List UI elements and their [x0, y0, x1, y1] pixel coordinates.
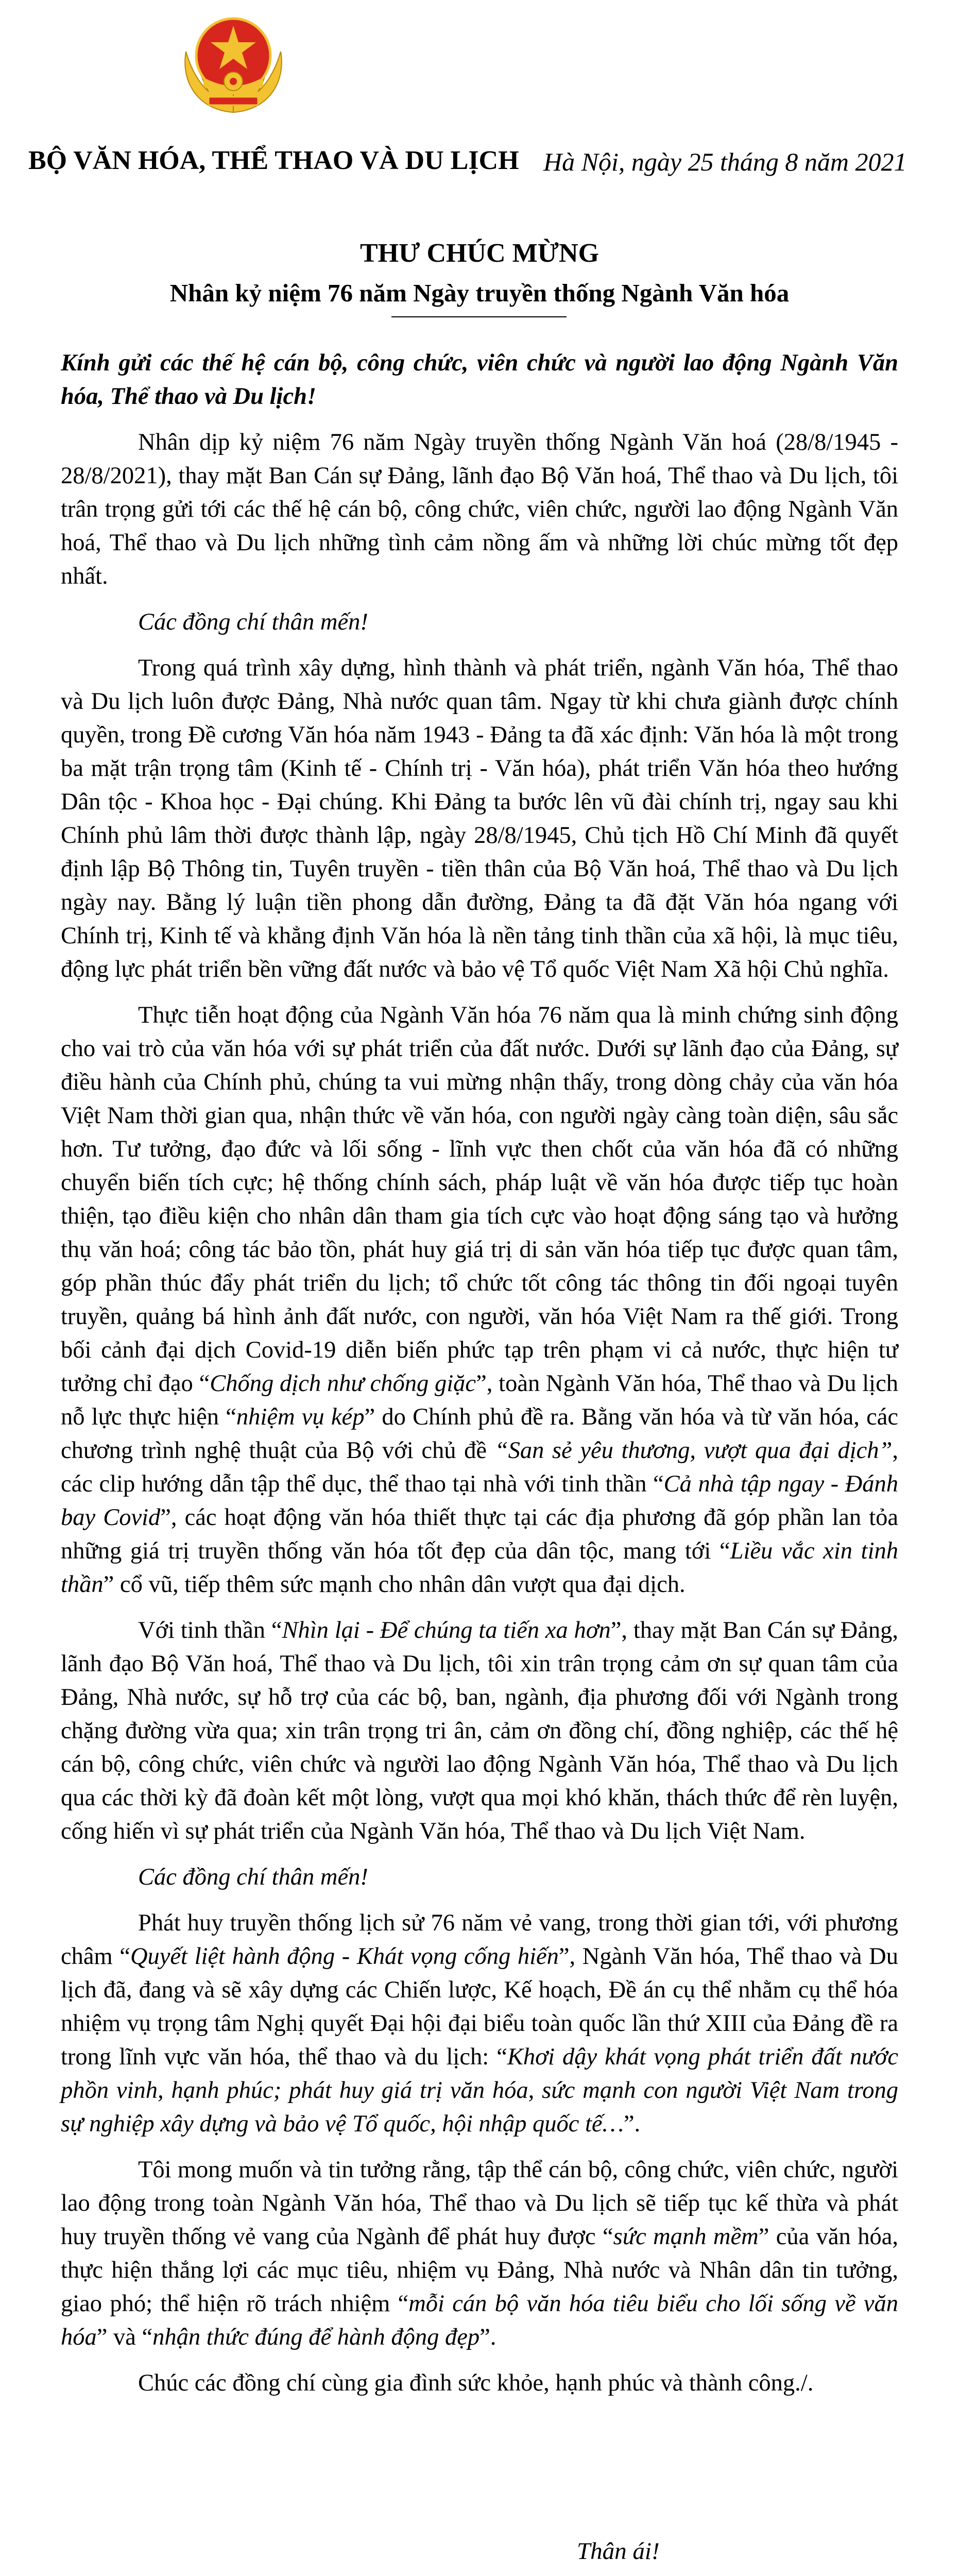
paragraph-4-text: Với tinh thần “	[138, 1617, 282, 1643]
paragraph-3-text: ”, các hoạt động văn hóa thiết thực tại các địa phương đã góp phần lan tỏa những giá trị truyền thống văn hóa tốt đẹp của dân tộc, mang tới “	[61, 1504, 899, 1564]
place-date: Hà Nội, ngày 25 tháng 8 năm 2021	[543, 147, 907, 176]
paragraph-4	[61, 1614, 898, 1848]
address-line-1: Các đồng chí thân mến!	[138, 609, 368, 635]
letter-title: THƯ CHÚC MỪNG	[359, 239, 600, 268]
paragraph-1: Nhân dịp kỷ niệm 76 năm Ngày truyền thống Ngành Văn hoá (28/8/1945 - 28/8/2021), thay mặt Ban Cán sự Đảng, lãnh đạo Bộ Văn hoá, Thể thao và Du lịch, tôi trân trọng gửi tới các thế hệ cán bộ, công chức, viên chức, người lao động Ngành Văn hoá, Thể thao và Du lịch những tình cảm nồng ấm và những lời chúc mừng tốt đẹp nhất.	[61, 429, 898, 589]
paragraph-6-text: ”.	[480, 2324, 496, 2350]
paragraph-3-text: ” do Chính phủ đề ra. Bằng văn hóa và từ văn hóa, các chương trình nghệ thuật của Bộ với chủ đề	[61, 1404, 898, 1464]
paragraph-6-text: ” và “	[96, 2324, 153, 2350]
paragraph-2: Trong quá trình xây dựng, hình thành và phát triển, ngành Văn hóa, Thể thao và Du lịch luôn được Đảng, Nhà nước quan tâm. Ngay từ khi chưa giành được chính quyền, trong Đề cương Văn hóa năm 1943 - Đảng ta đã xác định: Văn hóa là một trong ba mặt trận trọng tâm (Kinh tế - Chính trị - Văn hóa), phát triển Văn hóa theo hướng Dân tộc - Khoa học - Đại chúng. Khi Đảng ta bước lên vũ đài chính trị, ngay sau khi Chính phủ lâm thời được thành lập, ngày 28/8/1945, Chủ tịch Hồ Chí Minh đã quyết định lập Bộ Thông tin, Tuyên truyền - tiền thân của Bộ Văn hoá, Thể thao và Du lịch ngày nay. Bằng lý luận tiền phong dẫn đường, Đảng ta đã đặt Văn hóa ngang với Chính trị, Kinh tế và khẳng định Văn hóa là nền tảng tinh thần của xã hội, là mục tiêu, động lực phát triển bền vững đất nước và bảo vệ Tổ quốc Việt Nam Xã hội Chủ nghĩa.	[61, 655, 898, 982]
paragraph-7: Chúc các đồng chí cùng gia đình sức khỏe, hạnh phúc và thành công./.	[138, 2370, 814, 2396]
paragraph-5-text: ”, Ngành Văn hóa, Thể thao và Du lịch đã, đang và sẽ xây dựng các Chiến lược, Kế hoạch, Đề án cụ thể nhằm cụ thể hóa nhiệm vụ trọng tâm Nghị quyết Đại hội đại biểu toàn quốc lần thứ XIII của Đảng đề ra trong lĩnh vực văn hóa, thể thao và du lịch: “	[61, 1943, 898, 2070]
paragraph-6	[61, 2153, 898, 2354]
letter-subtitle: Nhân kỷ niệm 76 năm Ngày truyền thống Ngành Văn hóa	[169, 279, 790, 307]
paragraph-3-text: ”, toàn Ngành Văn hóa, Thể thao và Du lịch nỗ lực thực hiện “	[61, 1370, 898, 1430]
quote-khoi-day: Khơi dậy khát vọng phát triển đất nước phồn vinh, hạnh phúc; phát huy giá trị văn hóa, sức mạnh con người Việt Nam trong sự nghiệp xây dựng và bảo vệ Tổ quốc, hội nhập quốc tế…	[61, 2044, 898, 2137]
letter-body	[61, 346, 898, 2412]
paragraph-3-text: ” cổ vũ, tiếp thêm sức mạnh cho nhân dân vượt qua đại dịch.	[103, 1571, 686, 1598]
quote-san-se-yeu-thuong: “San sẻ yêu thương, vượt qua đại dịch”	[494, 1437, 893, 1464]
quote-moi-can-bo: mỗi cán bộ văn hóa tiêu biểu cho lối sống về văn hóa	[61, 2291, 898, 2350]
vietnam-national-emblem-icon	[177, 4, 290, 117]
quote-nhiem-vu-kep: nhiệm vụ kép	[236, 1404, 365, 1430]
quote-quyet-liet: Quyết liệt hành động - Khát vọng cống hiến	[130, 1943, 559, 1970]
ministry-name: BỘ VĂN HÓA, THỂ THAO VÀ DU LỊCH	[28, 146, 519, 175]
quote-nhan-thuc-dung: nhận thức đúng để hành động đẹp	[152, 2324, 480, 2350]
quote-nhin-lai: Nhìn lại - Để chúng ta tiến xa hơn	[282, 1617, 611, 1643]
quote-suc-manh-mem: sức mạnh mềm	[613, 2224, 759, 2250]
paragraph-3-text: Thực tiễn hoạt động của Ngành Văn hóa 76 năm qua là minh chứng sinh động cho vai trò của văn hóa với sự phát triển của đất nước. Dưới sự lãnh đạo của Đảng, sự điều hành của Chính phủ, chúng ta vui mừng nhận thấy, trong dòng chảy của văn hóa Việt Nam thời gian qua, nhận thức về văn hóa, con người ngày càng toàn diện, sâu sắc hơn. Tư tưởng, đạo đức và lối sống - lĩnh vực then chốt của văn hóa đã có những chuyển biến tích cực; hệ thống chính sách, pháp luật về văn hóa được tiếp tục hoàn thiện, tạo điều kiện cho nhân dân tham gia tích cực vào hoạt động sáng tạo và hưởng thụ văn hoá; công tác bảo tồn, phát huy giá trị di sản văn hóa tiếp tục được quan tâm, góp phần thúc đẩy phát triển du lịch; tổ chức tốt công tác thông tin đối ngoại tuyên truyền, quảng bá hình ảnh đất nước, con người, văn hóa Việt Nam ra thế giới. Trong bối cảnh đại dịch Covid-19 diễn biến phức tạp trên phạm vi cả nước, thực hiện tư tưởng chỉ đạo “	[61, 1002, 898, 1397]
paragraph-3-text: , các clip hướng dẫn tập thể dục, thể thao tại nhà với tinh thần “	[61, 1437, 898, 1497]
paragraph-6-text: Tôi mong muốn và tin tưởng rằng, tập thể cán bộ, công chức, viên chức, người lao động trong toàn Ngành Văn hóa, Thể thao và Du lịch sẽ tiếp tục kế thừa và phát huy truyền thống vẻ vang của Ngành để phát huy được “	[61, 2157, 898, 2250]
closing-greeting: Thân ái!	[577, 2538, 660, 2565]
paragraph-6-text: ” của văn hóa, thực hiện thắng lợi các mục tiêu, nhiệm vụ Đảng, Nhà nước và Nhân dân tin tưởng, giao phó; thể hiện rõ trách nhiệm “	[61, 2224, 898, 2317]
paragraph-5-text: ”.	[623, 2111, 641, 2137]
quote-ca-nha-tap-ngay: Cả nhà tập ngay - Đánh bay Covid	[61, 1471, 899, 1531]
quote-lieu-vac-xin: Liều vắc xin tinh thần	[61, 1538, 899, 1598]
paragraph-5-text: Phát huy truyền thống lịch sử 76 năm vẻ vang, trong thời gian tới, với phương châm “	[61, 1910, 898, 1970]
paragraph-5	[61, 1906, 898, 2141]
paragraph-3	[61, 998, 898, 1601]
salutation: Kính gửi các thế hệ cán bộ, công chức, viên chức và người lao động Ngành Văn hóa, Thể thao và Du lịch!	[61, 350, 898, 410]
paragraph-4-text: ”, thay mặt Ban Cán sự Đảng, lãnh đạo Bộ Văn hoá, Thể thao và Du lịch, tôi xin trân trọng cảm ơn sự quan tâm của Đảng, Nhà nước, sự hỗ trợ của các bộ, ban, ngành, địa phương đối với Ngành trong chặng đường vừa qua; xin trân trọng tri ân, cảm ơn đồng chí, đồng nghiệp, các thế hệ cán bộ, công chức, viên chức và người lao động Ngành Văn hóa, Thể thao và Du lịch qua các thời kỳ đã đoàn kết một lòng, vượt qua mọi khó khăn, thách thức để rèn luyện, cống hiến vì sự phát triển của Ngành Văn hóa, Thể thao và Du lịch Việt Nam.	[61, 1617, 899, 1844]
quote-chong-dich: Chống dịch như chống giặc	[210, 1370, 476, 1397]
address-line-2: Các đồng chí thân mến!	[138, 1864, 368, 1890]
subtitle-underline	[391, 316, 567, 317]
